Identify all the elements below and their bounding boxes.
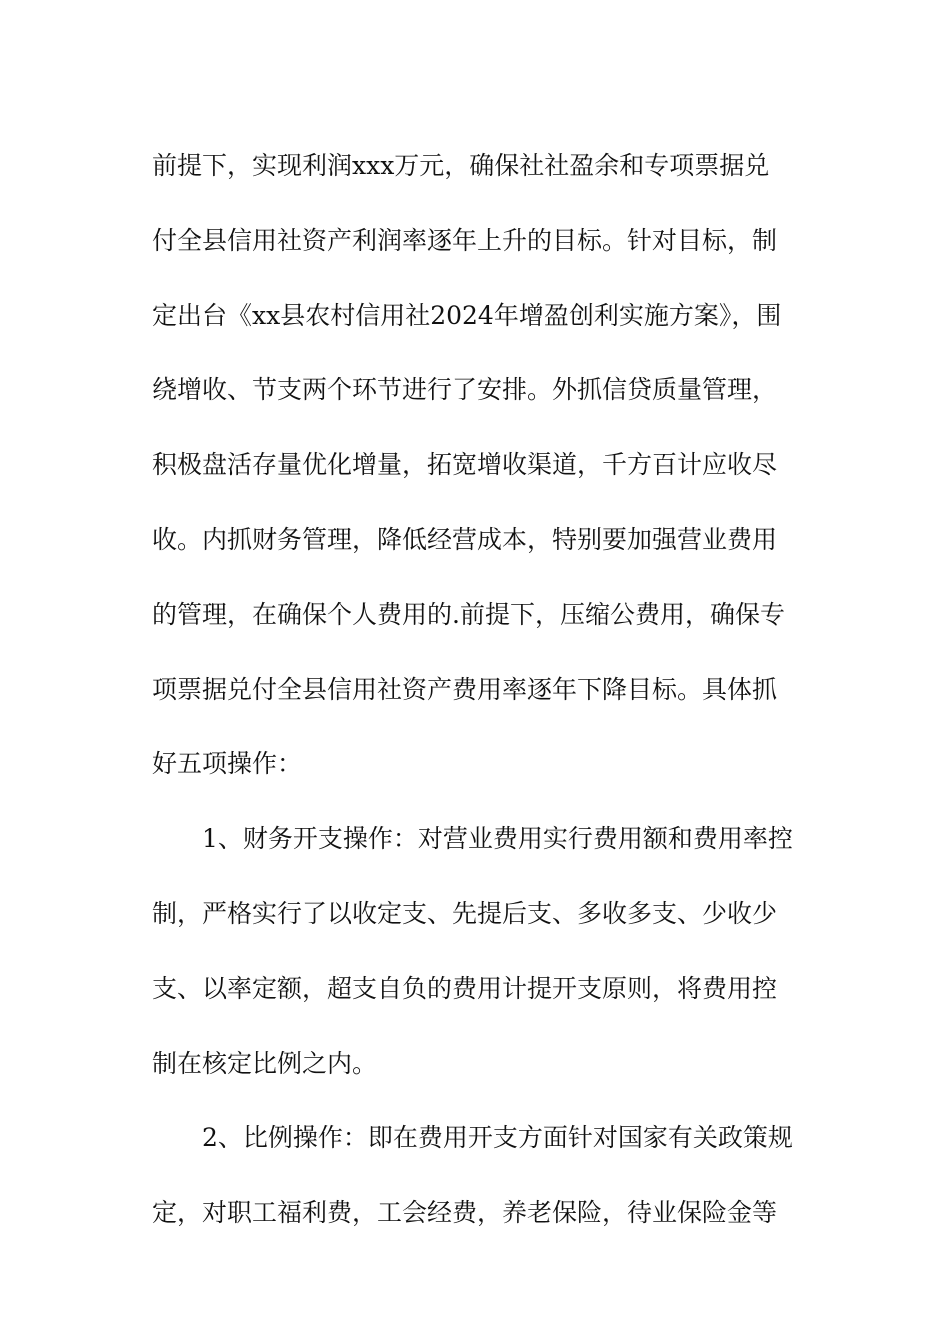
text-line: 定出台《xx县农村信用社2024年增盈创利实施方案》，围 <box>152 300 782 330</box>
document-body <box>152 129 804 1251</box>
text-line: 的管理，在确保个人费用的.前提下，压缩公费用，确保专 <box>152 599 785 629</box>
text-line: 付全县信用社资产利润率逐年上升的目标。针对目标，制 <box>152 225 778 255</box>
text-line: 1、财务开支操作：对营业费用实行费用额和费用率控 <box>202 824 793 854</box>
text-line: 定，对职工福利费，工会经费，养老保险，待业保险金等 <box>152 1198 778 1228</box>
text-line: 前提下，实现利润xxx万元，确保社社盈余和专项票据兑 <box>152 151 770 180</box>
paragraph-3 <box>152 1101 804 1251</box>
text-line: 制，严格实行了以收定支、先提后支、多收多支、少收少 <box>152 898 778 928</box>
text-line: 绕增收、节支两个环节进行了安排。外抓信贷质量管理， <box>152 375 778 405</box>
text-line: 收。内抓财务管理，降低经营成本，特别要加强营业费用 <box>152 524 778 554</box>
text-line: 支、以率定额，超支自负的费用计提开支原则，将费用控 <box>152 973 778 1003</box>
text-line: 制在核定比例之内。 <box>152 1048 378 1078</box>
text-line: 积极盘活存量优化增量，拓宽增收渠道，千方百计应收尽 <box>152 450 778 480</box>
text-line: 2、比例操作：即在费用开支方面针对国家有关政策规 <box>202 1123 793 1153</box>
paragraph-1 <box>152 129 804 802</box>
paragraph-2 <box>152 802 804 1101</box>
text-line: 项票据兑付全县信用社资产费用率逐年下降目标。具体抓 <box>152 674 778 704</box>
text-line: 好五项操作： <box>152 749 303 779</box>
